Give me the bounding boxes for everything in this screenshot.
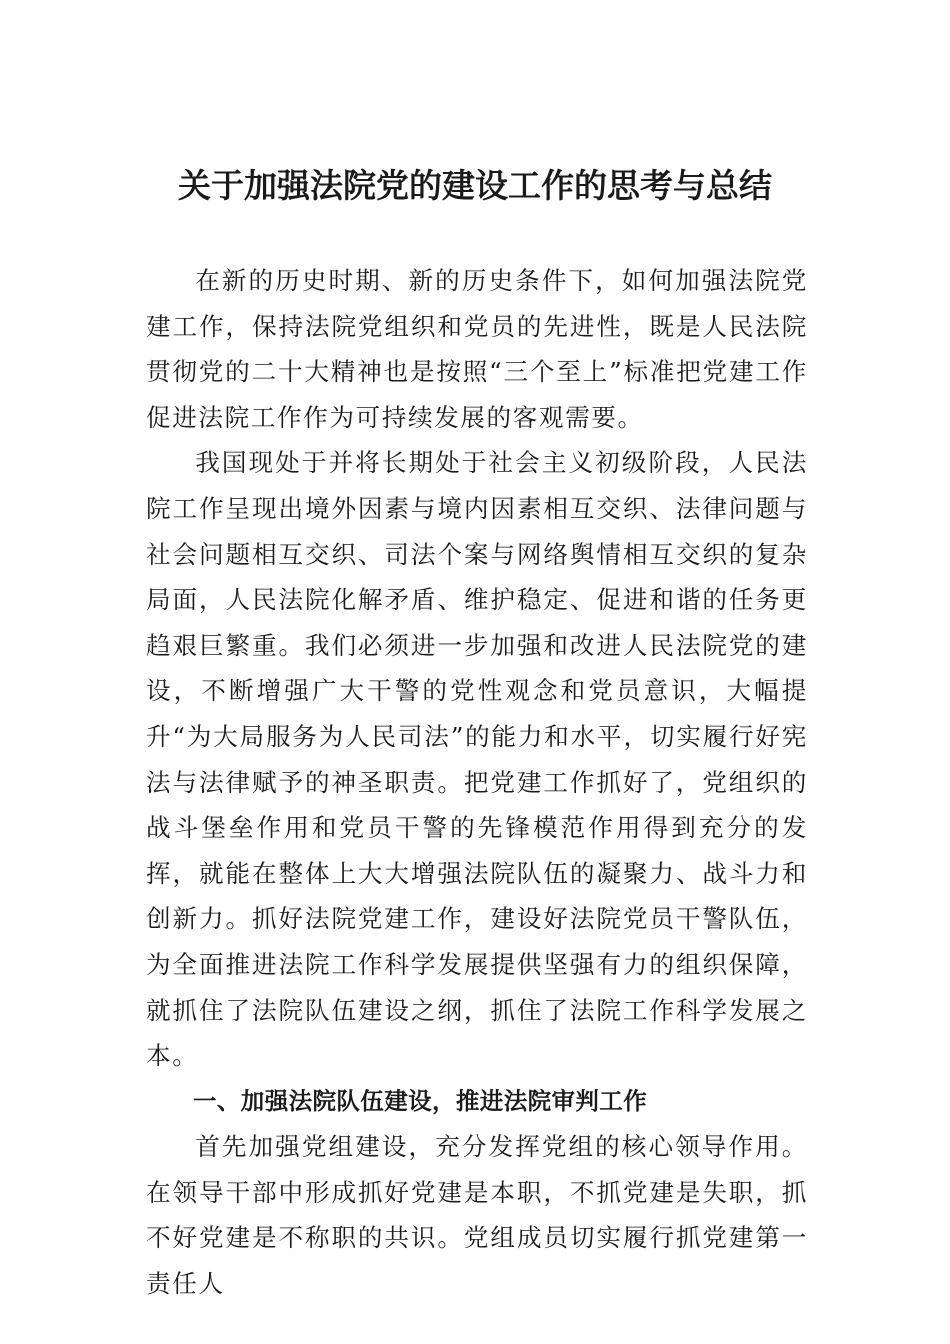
document-body xyxy=(146,258,808,1299)
intro-paragraph: 在新的历史时期、新的历史条件下，如何加强法院党建工作，保持法院党组织和党员的先进性，既是人民法院贯彻党的二十大精神也是按照“三个至上”标准把党建工作促进法院工作作为可持续发展的客观需要。 xyxy=(146,266,808,432)
section-paragraph: 首先加强党组建设，充分发挥党组的核心领导作用。在领导干部中形成抓好党建是本职，不抓党建是失职，抓不好党建是不称职的共识。党组成员切实履行抓党建第一责任人 xyxy=(146,1132,808,1299)
document-title: 关于加强法院党的建设工作的思考与总结 xyxy=(178,166,772,205)
context-paragraph: 我国现处于并将长期处于社会主义初级阶段，人民法院工作呈现出境外因素与境内因素相互交织、法律问题与社会问题相互交织、司法个案与网络舆情相互交织的复杂局面，人民法院化解矛盾、维护稳定、促进和谐的任务更趋艰巨繁重。我们必须进一步加强和改进人民法院党的建设，不断增强广大干警的党性观念和党员意识，大幅提升“为大局服务为人民司法”的能力和水平，切实履行好宪法与法律赋予的神圣职责。把党建工作抓好了，党组织的战斗堡垒作用和党员干警的先锋模范作用得到充分的发挥，就能在整体上大大增强法院队伍的凝聚力、战斗力和创新力。抓好法院党建工作，建设好法院党员干警队伍，为全面推进法院工作科学发展提供坚强有力的组织保障，就抓住了法院队伍建设之纲，抓住了法院工作科学发展之本。 xyxy=(146,448,808,1071)
section-heading: 一、加强法院队伍建设，推进法院审判工作 xyxy=(193,1086,648,1115)
